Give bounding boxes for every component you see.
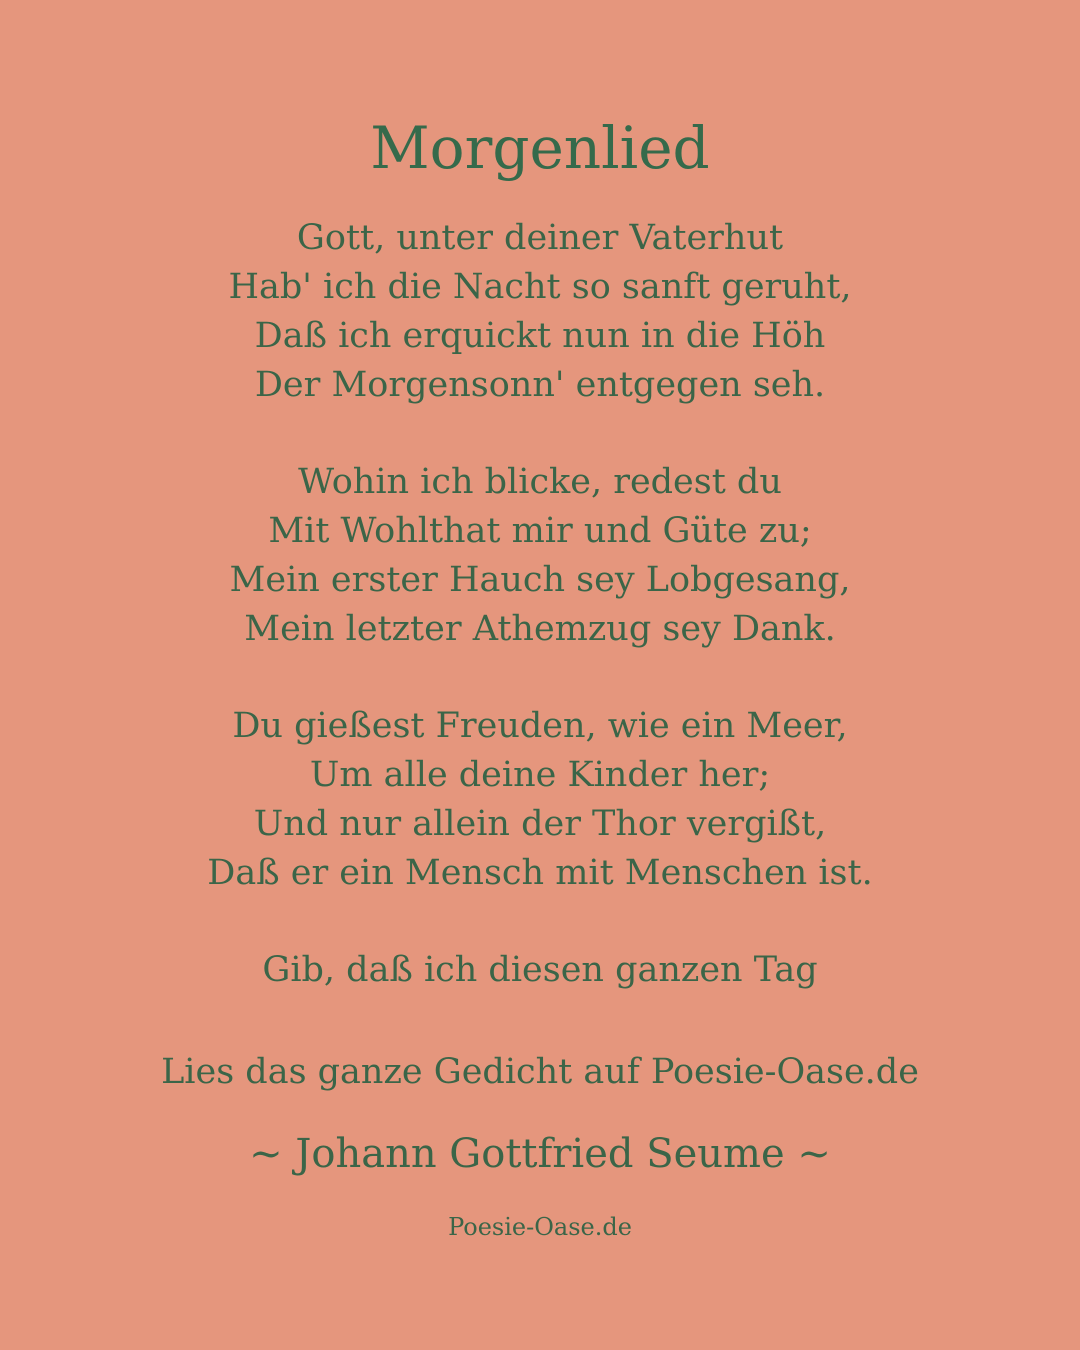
stanza-1 (0, 214, 1080, 410)
stanza-4 (0, 946, 1080, 995)
poem-line: Mein erster Hauch sey Lobgesang, (229, 560, 851, 600)
stanza-2 (0, 458, 1080, 654)
poem-line: Du gießest Freuden, wie ein Meer, (232, 706, 848, 746)
poem-line: Hab' ich die Nacht so sanft geruht, (228, 267, 852, 307)
poem-line: Daß er ein Mensch mit Menschen ist. (207, 853, 873, 893)
poem-line: Mit Wohlthat mir und Güte zu; (268, 511, 812, 551)
poem-line: Wohin ich blicke, redest du (298, 462, 782, 502)
poem-line: Mein letzter Athemzug sey Dank. (244, 609, 836, 649)
poem-title: Morgenlied (370, 114, 710, 182)
poem-line: Und nur allein der Thor vergißt, (253, 804, 827, 844)
poem-body (0, 214, 1080, 1043)
stanza-3 (0, 702, 1080, 898)
poem-line: Gott, unter deiner Vaterhut (296, 218, 784, 258)
poem-line: Gib, daß ich diesen ganzen Tag (262, 950, 818, 990)
site-watermark: Poesie-Oase.de (448, 1213, 632, 1241)
read-full-poem-text: Lies das ganze Gedicht auf Poesie-Oase.de (161, 1052, 919, 1092)
poem-line: Der Morgensonn' entgegen seh. (254, 365, 826, 405)
poem-line: Um alle deine Kinder her; (309, 755, 771, 795)
author-name: ~ Johann Gottfried Seume ~ (249, 1131, 831, 1177)
poem-line: Daß ich erquickt nun in die Höh (254, 316, 826, 356)
